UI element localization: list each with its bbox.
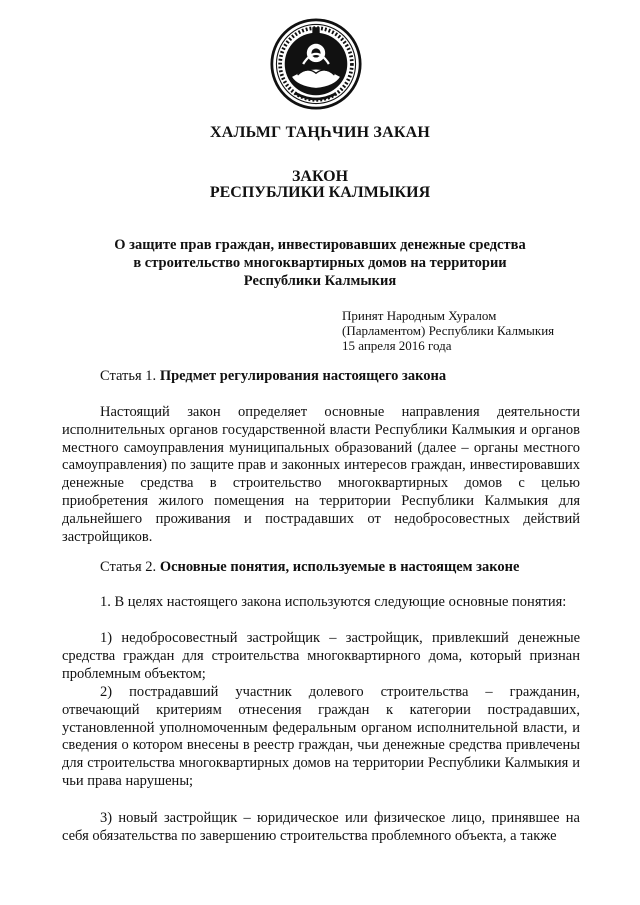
law-title bbox=[0, 236, 640, 290]
adoption-line: Принят Народным Хуралом bbox=[342, 308, 497, 323]
article-2-title: Основные понятия, используемые в настоящем законе bbox=[159, 559, 520, 575]
adoption-line: (Парламентом) Республики Калмыкия bbox=[342, 323, 555, 338]
law-title-line: Республики Калмыкия bbox=[243, 273, 397, 289]
article-2-heading bbox=[100, 559, 519, 576]
article-2-label: Статья 2. bbox=[100, 559, 157, 575]
article-1-heading bbox=[100, 368, 446, 385]
adoption-note bbox=[342, 308, 622, 353]
article-2-item-1: 1) недобросовестный застройщик – застройщик, привлекший денежные средства граждан для строительства многоквартирного дома, который признан проблемным объектом; bbox=[62, 630, 580, 682]
adoption-line: 15 апреля 2016 года bbox=[342, 338, 452, 353]
coat-of-arms-of-kalmykia-emblem bbox=[270, 18, 362, 110]
article-2-item-2: 2) пострадавший участник долевого строительства – гражданин, отвечающий критериям отнесения граждан к категории пострадавших, установленной уполномоченным федеральным органом исполнительной власти, и сведения о котором внесены в реестр граждан, чьи денежные средства привлечены для строительства многоквартирных домов на территории Республики Калмыкия и чьи права нарушены; bbox=[62, 684, 580, 789]
kalmyk-title: ХАЛЬМГ ТАҢҺЧИН ЗАКАН bbox=[209, 124, 431, 141]
law-title-line: в строительство многоквартирных домов на территории bbox=[133, 255, 507, 271]
article-1-title: Предмет регулирования настоящего закона bbox=[159, 368, 447, 384]
article-1-text: Настоящий закон определяет основные направления деятельности исполнительных органов государственной власти Республики Калмыкия и органов местного самоуправления муниципальных образований (далее – органы местного самоуправления) по защите прав и законных интересов граждан, инвестировавших денежные средства в строительство многоквартирных домов с целью приобретения жилого помещения на территории Республики Калмыкия для дальнейшего проживания и пострадавших от недобросовестных действий застройщиков. bbox=[62, 404, 580, 545]
article-1-label: Статья 1. bbox=[100, 368, 157, 384]
article-2-item-3: 3) новый застройщик – юридическое или физическое лицо, принявшее на себя обязательства по завершению строительства проблемного объекта, а также bbox=[62, 810, 580, 844]
law-label: ЗАКОН bbox=[291, 168, 349, 185]
republic-label: РЕСПУБЛИКИ КАЛМЫКИЯ bbox=[209, 184, 431, 201]
article-2-paragraph-1: 1. В целях настоящего закона используются следующие основные понятия: bbox=[100, 594, 567, 610]
law-title-line: О защите прав граждан, инвестировавших денежные средства bbox=[114, 237, 526, 253]
